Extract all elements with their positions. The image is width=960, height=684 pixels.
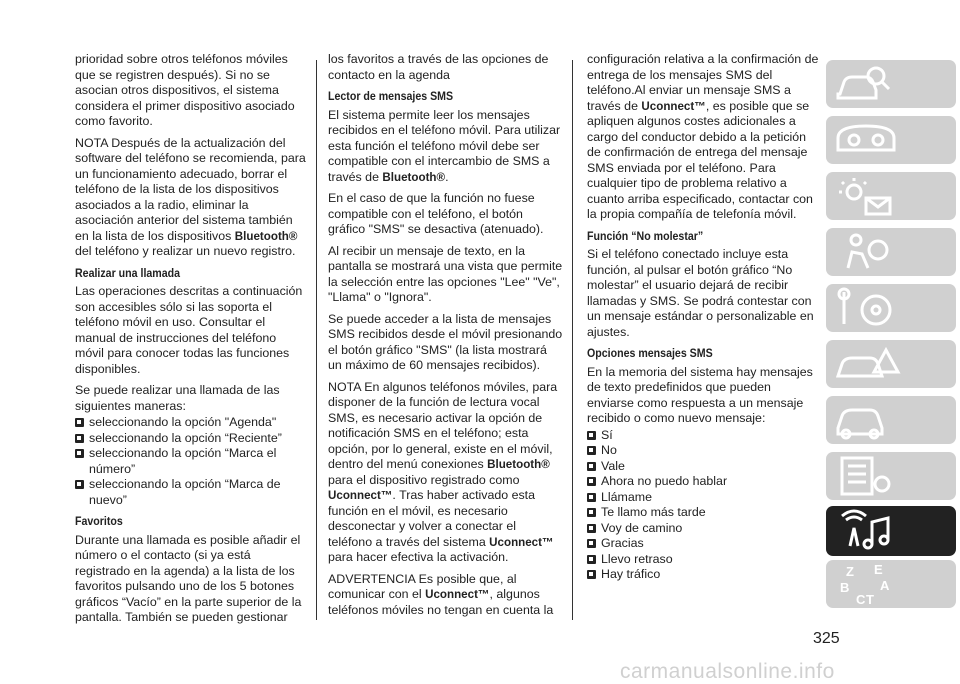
index-letter: Z bbox=[846, 564, 854, 579]
term-uconnect: Uconnect™ bbox=[489, 535, 554, 549]
light-envelope-icon[interactable] bbox=[826, 172, 956, 220]
bullet-box-icon bbox=[587, 477, 596, 486]
note-paragraph: NOTA Después de la actualización del software del teléfono se recomienda, para un funcionamiento adecuado, borrar el teléfono de la lista de los dispositivos asociados a la radio, eliminar la asociación anterior del sistema también en la lista de los dispositivos Bluetooth® del teléfono y realizar un nuevo registro. bbox=[75, 135, 306, 258]
heading-favoritos: Favoritos bbox=[75, 514, 123, 528]
paragraph: En el caso de que la función no fuese compatible con el teléfono, el botón gráfico "SMS" se desactiva (atenuado). bbox=[328, 191, 544, 236]
bullet-box-icon bbox=[587, 446, 596, 455]
heading-no-molestar: Función “No molestar” bbox=[587, 228, 704, 243]
list-item: Voy de camino bbox=[587, 521, 819, 537]
paragraph: En la memoria del sistema hay mensajes de texto predefinidos que pueden enviarse como respuesta a un mensaje recibido o como nuevo mensaje: bbox=[587, 364, 813, 425]
bullet-box-icon bbox=[75, 418, 84, 427]
list-item: seleccionando la opción “Reciente” bbox=[75, 431, 307, 447]
bullet-box-icon bbox=[587, 462, 596, 471]
car-search-icon[interactable] bbox=[826, 60, 956, 108]
term-bluetooth: Bluetooth® bbox=[382, 170, 446, 184]
car-service-icon[interactable] bbox=[826, 396, 956, 444]
list-item: seleccionando la opción “Marca el número” bbox=[75, 446, 307, 477]
warning-paragraph: ADVERTENCIA Es posible que, al comunicar con el Uconnect™, algunos teléfonos móviles no tengan en cuenta la bbox=[328, 571, 554, 617]
bullet-box-icon bbox=[75, 449, 84, 458]
list-item: No bbox=[587, 443, 819, 459]
list-item: Llámame bbox=[587, 490, 819, 506]
paragraph: Se puede realizar una llamada de las siguientes maneras: bbox=[75, 383, 280, 413]
document-list-icon[interactable] bbox=[826, 452, 956, 500]
column-divider bbox=[572, 60, 573, 620]
index-letter: C bbox=[856, 592, 866, 607]
heading-lector-sms: Lector de mensajes SMS bbox=[328, 89, 454, 103]
car-warning-icon[interactable] bbox=[826, 340, 956, 388]
list-item: seleccionando la opción “Marca de nuevo” bbox=[75, 477, 307, 508]
column-divider bbox=[316, 60, 317, 620]
term-bluetooth: Bluetooth® bbox=[234, 229, 298, 243]
term-uconnect: Uconnect™ bbox=[425, 588, 490, 601]
watermark: carmanualsonline.info bbox=[620, 660, 835, 683]
bullet-box-icon bbox=[587, 570, 596, 579]
column-1 bbox=[75, 52, 307, 632]
bullet-box-icon bbox=[587, 493, 596, 502]
list-item: Sí bbox=[587, 428, 819, 444]
list-item: Vale bbox=[587, 459, 819, 475]
list-item: Llevo retraso bbox=[587, 552, 819, 568]
index-letter: B bbox=[840, 580, 850, 595]
list-item: seleccionando la opción "Agenda" bbox=[75, 415, 307, 431]
bullet-box-icon bbox=[587, 508, 596, 517]
term-uconnect: Uconnect™ bbox=[641, 99, 706, 113]
multimedia-active-icon[interactable] bbox=[826, 506, 956, 556]
paragraph: Las operaciones descritas a continuación son accesibles sólo si las soporta el teléfono móvil en uso. Consultar el manual de instrucciones del teléfono móvil para conocer todas las funciones disponibles. bbox=[75, 284, 303, 376]
paragraph: Se puede acceder a la lista de mensajes SMS recibidos desde el móvil presionando el botón gráfico "SMS" (la lista mostrará un máximo de 60 mensajes recibidos). bbox=[328, 311, 563, 372]
column-2 bbox=[328, 52, 563, 624]
list-item: Gracias bbox=[587, 536, 819, 552]
note-paragraph: NOTA En algunos teléfonos móviles, para disponer de la función de lectura vocal SMS, es necesario activar la opción de notificación SMS en el teléfono; esta opción, por lo general, existe en el móvil, dentro del menú conexiones Bluetooth® para el dispositivo registrado como Uconnect™. Tras haber activado esta función en el móvil, es necesario desconectar y volver a conectar el teléfono a través del sistema Uconnect™ para hacer efectiva la activación. bbox=[328, 379, 558, 564]
heading-realizar-llamada: Realizar una llamada bbox=[75, 265, 181, 280]
index-letter: A bbox=[880, 578, 890, 593]
paragraph: Si el teléfono conectado incluye esta función, al pulsar el botón gráfico “No molestar” el usuario dejará de recibir llamadas y SMS. Se podrá contestar con un mensaje estándar o personalizable en ajustes. bbox=[587, 247, 814, 339]
index-letter: E bbox=[874, 562, 883, 577]
heading-opciones-sms: Opciones mensajes SMS bbox=[587, 346, 713, 360]
car-dashboard-icon[interactable] bbox=[826, 116, 956, 164]
bullet-box-icon bbox=[587, 539, 596, 548]
bullet-box-icon bbox=[587, 524, 596, 533]
list-item: Ahora no puedo hablar bbox=[587, 474, 819, 490]
bullet-box-icon bbox=[75, 480, 84, 489]
paragraph: configuración relativa a la confirmación de entrega de los mensajes SMS del teléfono.Al enviar un mensaje SMS a través de Uconnect™, es posible que se apliquen algunos costes adicionales a cargo del conductor debido a la petición de confirmación de entrega del mensaje SMS enviada por el teléfono. Para cualquier tipo de problema relativo a cuanto arriba especificado, contactar con la propia compañía de telefonía móvil. bbox=[587, 52, 819, 221]
airbag-person-icon[interactable] bbox=[826, 228, 956, 276]
bullet-box-icon bbox=[75, 434, 84, 443]
column-3 bbox=[587, 52, 819, 583]
paragraph: Durante una llamada es posible añadir el número o el contacto (si ya está registrado en la agenda) a la lista de los favoritos pulsando uno de los 5 botones gráficos “Vacío” en la parte superior de la pantalla. También se pueden gestionar bbox=[75, 532, 302, 624]
list-item: Hay tráfico bbox=[587, 567, 819, 583]
term-bluetooth: Bluetooth® bbox=[487, 458, 550, 471]
paragraph: El sistema permite leer los mensajes recibidos en el teléfono móvil. Para utilizar esta función el teléfono móvil debe ser compatible con el intercambio de SMS a través de Bluetooth®. bbox=[328, 107, 561, 184]
term-uconnect: Uconnect™ bbox=[328, 489, 393, 502]
list-item: Te llamo más tarde bbox=[587, 505, 819, 521]
page-number: 325 bbox=[813, 630, 840, 647]
bullet-box-icon bbox=[587, 431, 596, 440]
index-letters-icon[interactable] bbox=[826, 560, 956, 608]
paragraph: los favoritos a través de las opciones de contacto en la agenda bbox=[328, 52, 549, 82]
bullet-box-icon bbox=[587, 555, 596, 564]
wrench-steering-icon[interactable] bbox=[826, 284, 956, 332]
paragraph: prioridad sobre otros teléfonos móviles que se registren después). Si no se asocian otros dispositivos, el sistema considera el primer dispositivo asociado como favorito. bbox=[75, 52, 295, 128]
index-letter: T bbox=[866, 592, 874, 607]
paragraph: Al recibir un mensaje de texto, en la pantalla se mostrará una vista que permite la selección entre las opciones "Lee" "Ve", "Llama" o "Ignora". bbox=[328, 243, 563, 304]
